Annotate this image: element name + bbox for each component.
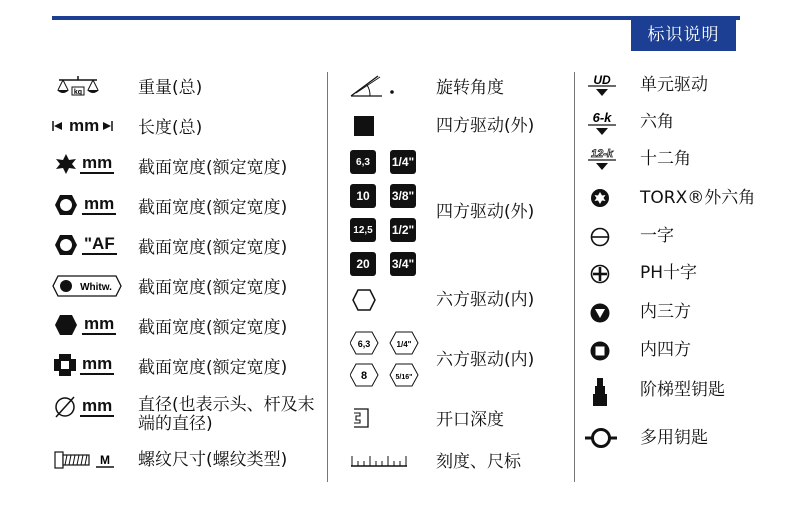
size-badge: 3/4" <box>390 252 416 276</box>
legend-label: 多用钥匙 <box>640 428 708 448</box>
balance-scale-icon <box>55 74 101 100</box>
diameter-unit: mm <box>82 396 113 415</box>
legend-label: 内四方 <box>640 340 691 360</box>
whitworth-unit: Whitw. <box>80 282 112 293</box>
width-unit: mm <box>82 153 113 172</box>
hex-size-label: 1/4" <box>396 340 412 349</box>
legend-label: 旋转角度 <box>436 78 504 98</box>
legend-label: 单元驱动 <box>640 75 708 95</box>
length-unit: mm <box>69 116 100 135</box>
size-badge: 3/8" <box>390 184 416 208</box>
width-unit: "AF <box>84 234 115 253</box>
legend-label: 截面宽度(额定宽度) <box>138 278 288 298</box>
ud-icon <box>586 72 618 98</box>
legend-label: 截面宽度(额定宽度) <box>138 198 288 218</box>
legend-label: 阶梯型钥匙 <box>640 380 725 400</box>
size-badge: 20 <box>350 252 376 276</box>
solid-hex-icon <box>54 314 116 336</box>
thread-unit: M <box>100 453 110 467</box>
hex-drive-sizes-icon <box>350 330 422 390</box>
open-end-depth-icon <box>352 407 372 429</box>
legend-label: 四方驱动(外) <box>436 202 535 222</box>
scale-ruler-icon <box>350 452 408 468</box>
legend-label: PH十字 <box>640 263 698 283</box>
legend-label: 截面宽度(额定宽度) <box>138 158 288 178</box>
hex-whitworth-icon <box>52 275 122 297</box>
torx-icon <box>590 188 610 208</box>
legend-label: 六方驱动(内) <box>436 350 535 370</box>
angle-icon <box>348 74 398 100</box>
torx-star-icon <box>56 154 114 174</box>
size-badge: 6,3 <box>350 150 376 174</box>
weight-unit: kg <box>73 89 83 96</box>
inner-square-icon <box>590 341 610 361</box>
legend-label: 截面宽度(额定宽度) <box>138 238 288 258</box>
column-divider-2 <box>574 72 575 482</box>
hex-ring-icon <box>54 194 116 216</box>
square-drive-sizes-icon <box>350 150 420 276</box>
hex-size-label: 8 <box>360 370 368 382</box>
length-arrows-icon <box>52 117 113 135</box>
legend-label: 内三方 <box>640 302 691 322</box>
page-title: 标识说明 <box>631 20 736 51</box>
ud-glyph: UD <box>593 73 611 87</box>
legend-label: 截面宽度(额定宽度) <box>138 358 288 378</box>
slotted-icon <box>590 227 610 247</box>
double-square-icon <box>54 354 114 376</box>
diameter-icon <box>54 396 114 418</box>
thread-icon <box>54 450 116 470</box>
legend-label: 直径(也表示头、杆及末端的直径) <box>138 395 315 434</box>
width-unit: mm <box>84 314 115 333</box>
legend-label: 螺纹尺寸(螺纹类型) <box>138 450 288 470</box>
legend-label: TORX®外六角 <box>640 188 756 208</box>
tri-square-icon <box>590 303 610 323</box>
twelve-point-glyph: 12-k <box>590 148 614 160</box>
width-unit: mm <box>84 194 115 213</box>
width-unit: mm <box>82 354 113 373</box>
size-badge: 1/2" <box>390 218 416 242</box>
legend-label: 刻度、尺标 <box>436 452 521 472</box>
legend-label: 一字 <box>640 226 674 246</box>
phillips-icon <box>590 264 610 284</box>
solid-square-icon <box>354 116 374 136</box>
legend-label: 截面宽度(额定宽度) <box>138 318 288 338</box>
hex-size-label: 5/16" <box>395 374 413 381</box>
twelve-point-icon <box>586 145 618 171</box>
size-badge: 10 <box>350 184 376 208</box>
hex-outline-icon <box>352 289 376 311</box>
multi-key-icon <box>584 427 618 449</box>
legend-label: 四方驱动(外) <box>436 116 535 136</box>
hex-ring-icon <box>54 234 117 256</box>
legend-label: 六方驱动(内) <box>436 290 535 310</box>
legend-label: 开口深度 <box>436 410 504 430</box>
size-badge: 12,5 <box>350 218 376 242</box>
legend-label: 长度(总) <box>138 118 203 138</box>
legend-label: 六角 <box>640 112 674 132</box>
stepped-key-icon <box>592 378 608 406</box>
legend-label: 重量(总) <box>138 78 203 98</box>
hex-size-label: 6,3 <box>357 339 371 349</box>
six-point-icon <box>586 110 618 136</box>
size-badge: 1/4" <box>390 150 416 174</box>
six-point-glyph: 6-k <box>592 110 612 125</box>
legend-label: 十二角 <box>640 149 691 169</box>
